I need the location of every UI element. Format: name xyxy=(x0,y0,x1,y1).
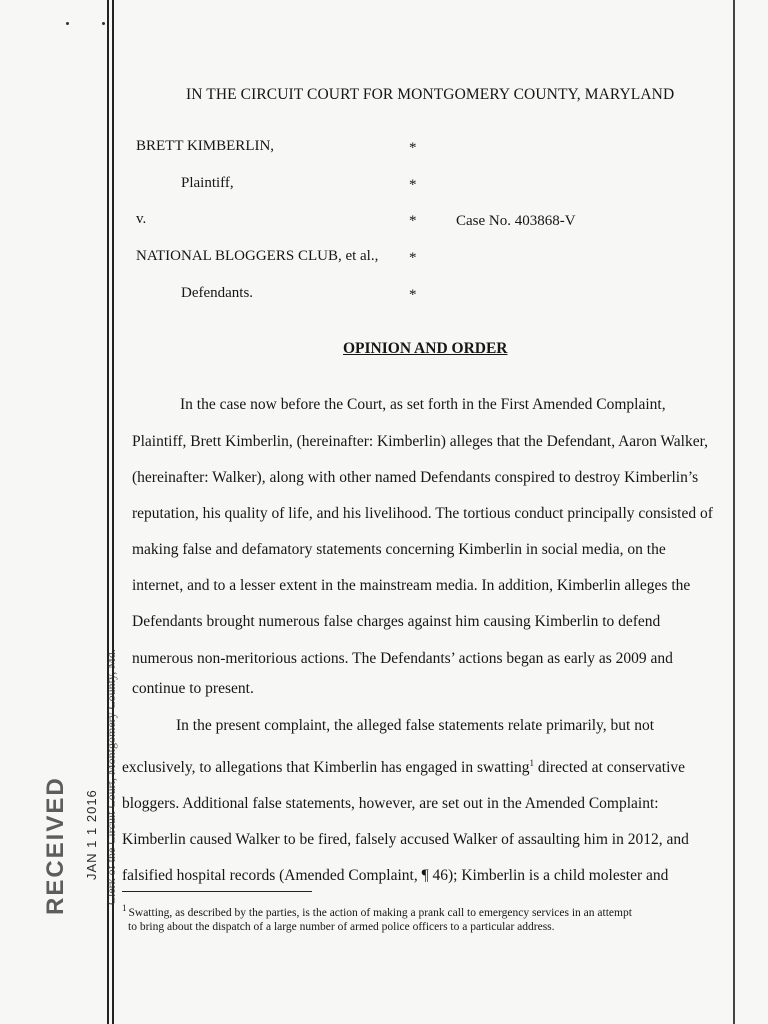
footnote-line xyxy=(122,903,632,919)
defendant-name: NATIONAL BLOGGERS CLUB, et al., xyxy=(136,248,379,264)
received-date-stamp: JAN 1 1 2016 xyxy=(84,789,99,880)
footnote-reference: 1 xyxy=(529,757,534,768)
footnote-line: to bring about the dispatch of a large number of armed police officers to a particular address. xyxy=(128,921,555,933)
body-line: (hereinafter: Walker), along with other named Defendants conspired to destroy Kimberlin’s xyxy=(132,469,699,486)
body-line: reputation, his quality of life, and his livelihood. The tortious conduct principally consisted of xyxy=(132,505,713,522)
caption-star: * xyxy=(409,177,417,193)
body-line: Defendants brought numerous false charges against him causing Kimberlin to defend xyxy=(132,613,661,630)
scan-speck xyxy=(102,22,105,25)
body-line: making false and defamatory statements concerning Kimberlin in social media, on the xyxy=(132,541,666,558)
body-line: bloggers. Additional false statements, however, are set out in the Amended Complaint: xyxy=(122,795,659,812)
body-line: internet, and to a lesser extent in the mainstream media. In addition, Kimberlin alleges the xyxy=(132,577,691,594)
plaintiff-name: BRETT KIMBERLIN, xyxy=(136,138,275,154)
footnote-text: Swatting, as described by the parties, is the action of making a prank call to emergency services in an attempt xyxy=(128,907,632,919)
body-line: In the case now before the Court, as set forth in the First Amended Complaint, xyxy=(180,396,666,413)
body-line: Kimberlin caused Walker to be fired, falsely accused Walker of assaulting him in 2012, and xyxy=(122,831,689,848)
document-title: OPINION AND ORDER xyxy=(343,340,508,357)
defendant-role: Defendants. xyxy=(181,285,254,301)
case-number: Case No. 403868-V xyxy=(456,213,576,229)
clerk-stamp: Clerk of the Circuit Court, Montgomery County, Md. xyxy=(104,649,118,905)
body-line: In the present complaint, the alleged false statements relate primarily, but not xyxy=(176,717,655,734)
body-text: exclusively, to allegations that Kimberlin has engaged in swatting xyxy=(122,759,530,776)
caption-star: * xyxy=(409,287,417,303)
footnote-divider xyxy=(122,891,312,892)
footnote-mark: 1 xyxy=(122,903,127,914)
body-line: Plaintiff, Brett Kimberlin, (hereinafter: Kimberlin) alleges that the Defendant, Aaron Walker, xyxy=(132,433,709,450)
caption-star: * xyxy=(409,140,417,156)
plaintiff-role: Plaintiff, xyxy=(181,175,234,191)
body-line: numerous non-meritorious actions. The Defendants’ actions began as early as 2009 and xyxy=(132,650,673,667)
body-line: continue to present. xyxy=(132,680,254,697)
right-margin-rule xyxy=(733,0,735,1024)
body-line-with-footnote xyxy=(122,759,685,777)
scan-speck xyxy=(66,22,69,25)
body-text: directed at conservative xyxy=(534,759,686,776)
caption-star: * xyxy=(409,250,417,266)
court-heading: IN THE CIRCUIT COURT FOR MONTGOMERY COUNTY, MARYLAND xyxy=(186,86,675,103)
versus: v. xyxy=(136,211,147,227)
body-line: falsified hospital records (Amended Complaint, ¶ 46); Kimberlin is a child molester and xyxy=(122,867,669,884)
caption-star: * xyxy=(409,213,417,229)
received-stamp: RECEIVED xyxy=(42,776,69,915)
